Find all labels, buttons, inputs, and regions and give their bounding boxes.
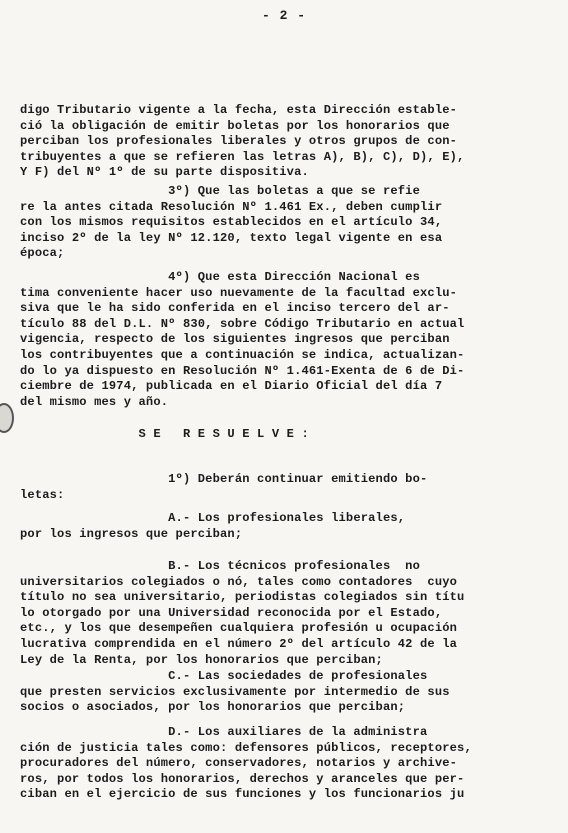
text-line: siva que le ha sido conferida en el inciso tercero del ar- [20,301,450,316]
text-line: ciembre de 1974, publicada en el Diario Oficial del día 7 [20,379,443,394]
text-line: 3º) Que las boletas a que se refie [20,184,421,198]
paragraph-considerando-4 [20,270,540,410]
text-line: etc., y los que desempeñen cualquiera profesión u ocupación [20,621,458,636]
paragraph-item-c [20,669,540,716]
resolution-heading [20,427,540,443]
text-line: lucrativa comprendida en el número 2º del artículo 42 de la [20,636,458,651]
paragraph-item-b [20,559,540,668]
text-line: D.- Los auxiliares de la administra [20,725,428,739]
text-line: 4º) Que esta Dirección Nacional es [20,270,421,284]
text-line: con los mismos requisitos establecidos en el artículo 34, [20,215,443,230]
text-line: por los ingresos que perciban; [20,526,243,541]
text-line: inciso 2º de la ley Nº 12.120, texto legal vigente en esa [20,230,443,245]
text-line: B.- Los técnicos profesionales no [20,559,421,573]
text-line: C.- Las sociedades de profesionales [20,669,428,683]
text-line: época; [20,246,65,261]
text-line: Y F) del Nº 1º de su parte dispositiva. [20,165,309,180]
text-line: procuradores del número, conservadores, notarios y archive- [20,756,458,771]
paragraph-item-d [20,725,540,803]
text-line: do lo ya dispuesto en Resolución Nº 1.461-Exenta de 6 de Di- [20,363,465,378]
text-line: A.- Los profesionales liberales, [20,511,406,525]
text-line: perciban los profesionales liberales y otros grupos de con- [20,134,458,149]
text-line: título no sea universitario, periodistas colegiados sin títu [20,590,465,605]
text-line: socios o asociados, por los honorarios que perciban; [20,700,406,715]
text-line: tículo 88 del D.L. Nº 830, sobre Código Tributario en actual [20,316,465,331]
text-line: los contribuyentes que a continuación se indica, actualizan- [20,347,465,362]
text-line: universitarios colegiados o nó, tales como contadores cuyo [20,574,458,589]
paragraph-resolution-1 [20,472,540,503]
binder-hole [0,403,14,433]
text-line: Ley de la Renta, por los honorarios que perciban; [20,652,383,667]
text-line: digo Tributario vigente a la fecha, esta Dirección estable- [20,103,458,117]
text-line: lo otorgado por una Universidad reconocida por el Estado, [20,605,443,620]
text-line: del mismo mes y año. [20,394,169,409]
text-line: ciban en el ejercicio de sus funciones y los funcionarios ju [20,787,465,802]
text-line: ros, por todos los honorarios, derechos y aranceles que per- [20,771,465,786]
text-line: vigencia, respecto de los siguientes ingresos que perciban [20,332,450,347]
text-line: que presten servicios exclusivamente por intermedio de sus [20,684,450,699]
paragraph-item-a [20,511,540,542]
text-line: letas: [20,487,65,502]
text-line: ción de justicia tales como: defensores públicos, receptores, [20,740,472,755]
paragraph-considerando-3 [20,184,540,262]
text-line: tima conveniente hacer uso nuevamente de la facultad exclu- [20,285,458,300]
text-line: tribuyentes a que se refieren las letras A), B), C), D), E), [20,149,465,164]
page-number: - 2 - [261,8,306,23]
text-line: 1º) Deberán continuar emitiendo bo- [20,472,428,486]
text-line: ció la obligación de emitir boletas por los honorarios que [20,118,450,133]
text-line: re la antes citada Resolución Nº 1.461 Ex., deben cumplir [20,199,443,214]
paragraph-intro-continuation [20,103,540,181]
text-line: S E R E S U E L V E : [20,427,309,441]
